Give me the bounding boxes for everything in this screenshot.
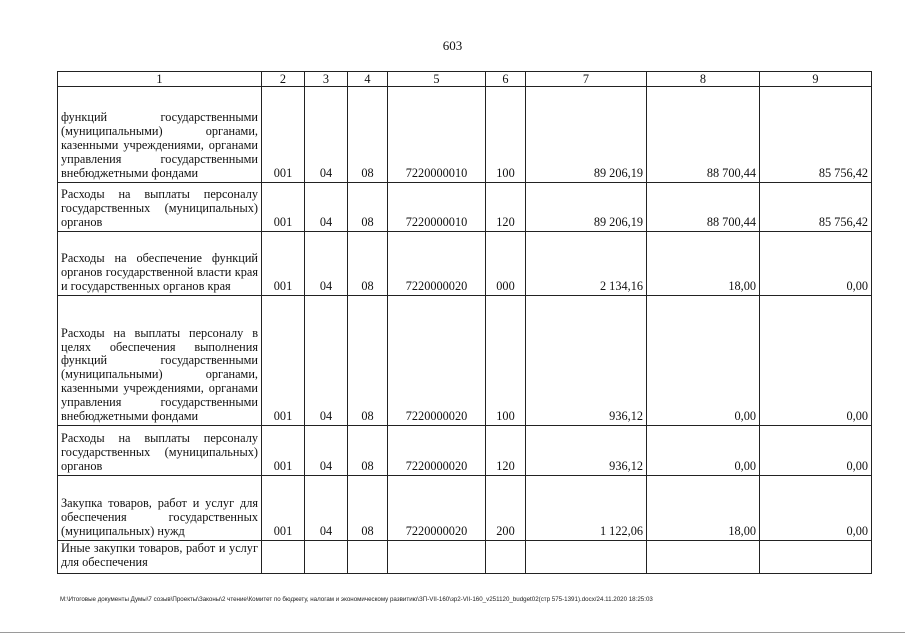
header-cell: 1	[58, 72, 262, 87]
row-code-type: 120	[486, 183, 526, 232]
row-code-ministry: 001	[262, 476, 305, 541]
row-name: Расходы на выплаты персоналу государственных (муниципальных) органов	[58, 183, 262, 232]
row-code-type: 120	[486, 426, 526, 476]
row-code-subsection: 08	[348, 232, 388, 296]
row-amount-1: 89 206,19	[526, 183, 647, 232]
row-amount-1: 936,12	[526, 426, 647, 476]
row-code-ministry: 001	[262, 296, 305, 426]
row-amount-1: 2 134,16	[526, 232, 647, 296]
table-row	[58, 426, 872, 476]
row-code-section	[305, 541, 348, 574]
table-row	[58, 87, 872, 183]
row-amount-3: 0,00	[760, 476, 872, 541]
row-code-ministry	[262, 541, 305, 574]
row-amount-2: 0,00	[647, 426, 760, 476]
row-code-ministry: 001	[262, 183, 305, 232]
row-amount-1: 1 122,06	[526, 476, 647, 541]
row-name: Расходы на выплаты персоналу в целях обеспечения выполнения функций государственными (муниципальными) органами, казенными учреждениями, органами управления государственными внебюджетными фондами	[58, 296, 262, 426]
row-code-article: 7220000020	[388, 476, 486, 541]
header-cell: 5	[388, 72, 486, 87]
header-cell: 9	[760, 72, 872, 87]
row-code-type	[486, 541, 526, 574]
row-amount-2: 0,00	[647, 296, 760, 426]
row-code-article	[388, 541, 486, 574]
header-row	[58, 72, 872, 87]
row-code-article: 7220000010	[388, 87, 486, 183]
row-name: Расходы на выплаты персоналу государственных (муниципальных) органов	[58, 426, 262, 476]
row-code-subsection: 08	[348, 183, 388, 232]
row-code-section: 04	[305, 476, 348, 541]
table-row	[58, 183, 872, 232]
row-code-subsection	[348, 541, 388, 574]
row-amount-2	[647, 541, 760, 574]
row-amount-3	[760, 541, 872, 574]
row-amount-2: 88 700,44	[647, 87, 760, 183]
header-cell: 7	[526, 72, 647, 87]
row-code-section: 04	[305, 87, 348, 183]
row-amount-1: 89 206,19	[526, 87, 647, 183]
table-row	[58, 296, 872, 426]
row-code-section: 04	[305, 426, 348, 476]
row-code-article: 7220000020	[388, 232, 486, 296]
table-row	[58, 541, 872, 574]
row-code-type: 200	[486, 476, 526, 541]
row-code-article: 7220000020	[388, 296, 486, 426]
row-name: Закупка товаров, работ и услуг для обеспечения государственных (муниципальных) нужд	[58, 476, 262, 541]
row-code-ministry: 001	[262, 232, 305, 296]
row-code-section: 04	[305, 232, 348, 296]
row-code-type: 000	[486, 232, 526, 296]
row-code-article: 7220000010	[388, 183, 486, 232]
header-cell: 6	[486, 72, 526, 87]
header-cell: 2	[262, 72, 305, 87]
row-name: Расходы на обеспечение функций органов государственной власти края и государственных органов края	[58, 232, 262, 296]
row-amount-3: 0,00	[760, 296, 872, 426]
page-number: 603	[442, 38, 463, 53]
row-amount-3: 0,00	[760, 232, 872, 296]
table-row	[58, 232, 872, 296]
row-amount-2: 18,00	[647, 476, 760, 541]
row-code-subsection: 08	[348, 426, 388, 476]
row-code-article: 7220000020	[388, 426, 486, 476]
row-code-section: 04	[305, 183, 348, 232]
row-code-ministry: 001	[262, 426, 305, 476]
budget-table	[57, 71, 872, 574]
row-code-ministry: 001	[262, 87, 305, 183]
row-code-subsection: 08	[348, 87, 388, 183]
header-cell: 3	[305, 72, 348, 87]
row-amount-3: 85 756,42	[760, 183, 872, 232]
row-amount-2: 88 700,44	[647, 183, 760, 232]
page-bottom-divider	[0, 632, 905, 633]
row-name: Иные закупки товаров, работ и услуг для обеспечения	[58, 541, 262, 574]
table-row	[58, 476, 872, 541]
row-code-type: 100	[486, 87, 526, 183]
header-cell: 8	[647, 72, 760, 87]
row-amount-3: 0,00	[760, 426, 872, 476]
row-name: функций государственными (муниципальными) органами, казенными учреждениями, органами управления государственными внебюджетными фондами	[58, 87, 262, 183]
row-amount-1	[526, 541, 647, 574]
row-code-subsection: 08	[348, 476, 388, 541]
row-code-type: 100	[486, 296, 526, 426]
row-amount-3: 85 756,42	[760, 87, 872, 183]
file-path-footer: M:\Итоговые документы Думы\7 созыв\Проекты\Законы\2 чтение\Комитет по бюджету, налогам и экономическому развитию\ЗП-VII-160\зр2-VII-160_v251120_budget02(стр 575-1391).docx/24.11.2020 18:25:03	[60, 596, 653, 603]
row-code-subsection: 08	[348, 296, 388, 426]
row-amount-2: 18,00	[647, 232, 760, 296]
row-amount-1: 936,12	[526, 296, 647, 426]
row-code-section: 04	[305, 296, 348, 426]
header-cell: 4	[348, 72, 388, 87]
